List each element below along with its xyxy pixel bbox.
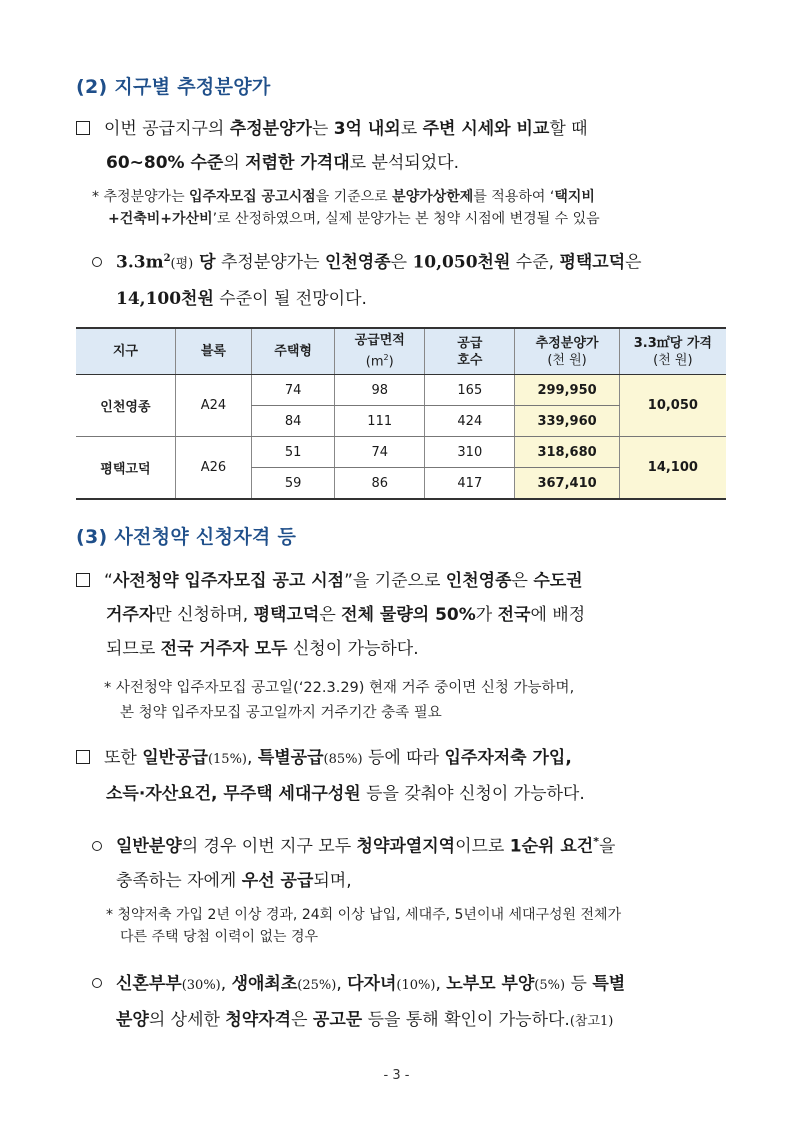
cell-units: 165	[425, 375, 515, 406]
text-bold: 노부모 부양	[446, 974, 535, 994]
text-bold: 다자녀	[347, 974, 397, 994]
text-bold: 공고문	[312, 1010, 363, 1030]
text: 은	[291, 1010, 313, 1030]
text-bold: 분양	[116, 1010, 149, 1030]
cell-type: 84	[252, 406, 335, 437]
note2-line1: * 사전청약 입주자모집 공고일(‘22.3.29) 현재 거주 중이면 신청 가능하며,	[104, 680, 575, 696]
cell-price: 367,410	[515, 468, 619, 500]
square-bullet-icon	[76, 573, 90, 587]
bullet-special-supply	[92, 967, 732, 1039]
circle-bullet-icon	[92, 257, 102, 267]
superscript: 2	[163, 253, 171, 264]
bullet1-line2	[92, 282, 732, 316]
text: 로	[400, 119, 423, 139]
page-number: - 3 -	[383, 1068, 410, 1083]
circle-bullet-icon	[92, 978, 102, 988]
text: 의 경우 이번 지구 모두	[181, 836, 357, 857]
para2-line2	[76, 598, 736, 632]
text-bold: 전국 거주자 모두	[160, 639, 288, 659]
cell-block: A24	[175, 375, 251, 437]
text-bold: 3.3m	[116, 252, 164, 273]
cell-area: 86	[335, 468, 425, 500]
text: (평)	[170, 256, 194, 272]
text: 의	[223, 153, 246, 173]
text: 은	[625, 252, 642, 273]
circle-bullet-icon	[92, 841, 102, 851]
para1-line2	[76, 146, 736, 180]
text-bold: 주변 시세와 비교	[422, 119, 550, 139]
para3-line1	[76, 741, 736, 777]
text-bold: 3억 내외	[333, 119, 401, 139]
text-bold: 특별	[592, 974, 626, 994]
price-table	[76, 327, 726, 500]
note3-line1: * 청약저축 가입 2년 이상 경과, 24회 이상 납입, 세대주, 5년이내 세대구성원 전체가	[106, 907, 622, 923]
reference-note: (참고1)	[569, 1014, 614, 1029]
note1-line1	[92, 186, 732, 208]
text-bold: 신혼부부	[116, 974, 182, 994]
footnote-marker: *	[593, 835, 599, 848]
text-bold: 1순위 요건	[509, 836, 594, 857]
text: “	[104, 571, 113, 591]
square-bullet-icon	[76, 121, 90, 135]
col-header-price: 추정분양가 (천 원)	[515, 328, 619, 375]
col-header-units: 공급 호수	[425, 328, 515, 375]
text-bold: 전체 물량의 50%	[341, 605, 476, 625]
cell-type: 74	[252, 375, 335, 406]
text: 은	[319, 605, 342, 625]
text-bold: 수도권	[533, 571, 583, 591]
text: 로 분석되었다.	[349, 153, 459, 173]
bullet-unit-price	[92, 242, 732, 316]
paragraph-eligibility	[76, 564, 736, 666]
text: 등에 따라	[362, 748, 445, 768]
text-bold: 인천영종	[324, 252, 391, 273]
text-bold: 일반분양	[116, 836, 182, 857]
cell-area: 98	[335, 375, 425, 406]
text: 등	[565, 974, 593, 994]
text: * 추정분양가는	[92, 189, 190, 205]
text-bold: 택지비	[554, 189, 595, 205]
text: (5%)	[534, 978, 566, 993]
text: (25%)	[297, 978, 337, 993]
cell-type: 51	[252, 437, 335, 468]
text-bold: 저렴한 가격대	[245, 153, 350, 173]
cell-block: A26	[175, 437, 251, 500]
text: 은	[390, 252, 413, 273]
text: 등을 통해 확인이 가능하다.	[362, 1010, 570, 1030]
text: 가	[475, 605, 498, 625]
cell-unit-price: 10,050	[619, 375, 726, 437]
para2-line3	[76, 632, 736, 666]
text: 되므로	[106, 639, 161, 659]
bullet3-line2	[92, 1003, 732, 1039]
text: 수준,	[510, 252, 560, 273]
text: ,	[220, 974, 232, 994]
text: ”을 기준으로	[344, 571, 446, 591]
bullet-general-supply	[92, 825, 732, 898]
text: 의 상세한	[148, 1010, 226, 1030]
cell-units: 424	[425, 406, 515, 437]
table-row	[76, 375, 726, 406]
text-bold: 청약과열지역	[356, 836, 456, 857]
cell-area: 74	[335, 437, 425, 468]
text-bold: 입주자모집 공고시점	[189, 189, 316, 205]
text: ,	[247, 748, 258, 768]
text-bold: 거주자	[106, 605, 156, 625]
text-bold: +건축비+가산비	[108, 211, 213, 227]
text: 을	[598, 836, 616, 857]
text: 을 기준으로	[315, 189, 393, 205]
col-header-block: 블록	[175, 328, 251, 375]
table-row	[76, 437, 726, 468]
bullet2-line2	[92, 864, 732, 898]
text-bold: 당	[193, 252, 216, 273]
text: 는	[311, 119, 334, 139]
cell-price: 318,680	[515, 437, 619, 468]
cell-units: 417	[425, 468, 515, 500]
cell-price: 299,950	[515, 375, 619, 406]
text-bold: 인천영종	[445, 571, 512, 591]
footnote-first-priority	[106, 904, 746, 948]
para2-line1	[76, 564, 736, 598]
footnote-estimated-price	[92, 186, 732, 230]
footnote-residence	[104, 676, 744, 726]
text: 수준이 될 전망이다.	[213, 288, 367, 309]
bullet3-line1	[92, 967, 732, 1003]
bullet1-line1	[92, 242, 732, 282]
cell-units: 310	[425, 437, 515, 468]
note1-line2	[92, 208, 732, 230]
cell-type: 59	[252, 468, 335, 500]
col-header-unit-price: 3.3㎡당 가격 (천 원)	[619, 328, 726, 375]
text-bold: 우선 공급	[241, 870, 314, 891]
text: 추정분양가는	[215, 252, 325, 273]
text-bold: 생애최초	[231, 974, 298, 994]
section-heading-2: (2) 지구별 추정분양가	[76, 76, 271, 98]
col-header-district: 지구	[76, 328, 175, 375]
text: (85%)	[323, 752, 363, 767]
bullet2-line1	[92, 825, 732, 864]
text: 신청이 가능하다.	[287, 639, 419, 659]
text: ,	[435, 974, 447, 994]
note3-line2: 다른 주택 당첨 이력이 없는 경우	[120, 929, 319, 945]
text-bold: 평택고덕	[559, 252, 626, 273]
text-bold: 추정분양가	[229, 119, 312, 139]
cell-area: 111	[335, 406, 425, 437]
text-bold: 사전청약 입주자모집 공고 시점	[112, 571, 345, 591]
text: ’로 산정하였으며, 실제 분양가는 본 청약 시점에 변경될 수 있음	[212, 211, 600, 227]
text-bold: 전국	[497, 605, 531, 625]
note2-line2: 본 청약 입주자모집 공고일까지 거주기간 충족 필요	[120, 705, 442, 721]
text-bold: 청약자격	[225, 1010, 292, 1030]
text-bold: 14,100천원	[116, 288, 214, 309]
text-bold: 특별공급	[257, 748, 324, 768]
text: 되며,	[313, 870, 352, 891]
text-bold: 분양가상한제	[392, 189, 474, 205]
text: (15%)	[207, 752, 247, 767]
text: 에 배정	[530, 605, 586, 625]
col-header-area: 공급면적 $(m^2)$	[335, 328, 425, 375]
text: 또한	[104, 748, 143, 768]
text: 만 신청하며,	[155, 605, 254, 625]
square-bullet-icon	[76, 750, 90, 764]
text: (10%)	[396, 978, 436, 993]
paragraph-estimated-price	[76, 112, 736, 180]
text: 이므로	[455, 836, 510, 857]
text: 할 때	[549, 119, 588, 139]
text: 이번 공급지구의	[104, 119, 230, 139]
text: 를 적용하여 ‘	[473, 189, 555, 205]
cell-district: 평택고덕	[76, 437, 175, 500]
text: 충족하는 자에게	[116, 870, 242, 891]
text-bold: 10,050천원	[412, 252, 511, 273]
col-header-type: 주택형	[252, 328, 335, 375]
text: 등을 갖춰야 신청이 가능하다.	[360, 784, 585, 804]
section-heading-3: (3) 사전청약 신청자격 등	[76, 526, 297, 548]
text-bold: 입주자저축 가입,	[444, 748, 572, 768]
para1-line1	[76, 112, 736, 146]
cell-unit-price: 14,100	[619, 437, 726, 500]
text-bold: 평택고덕	[253, 605, 320, 625]
paragraph-requirements	[76, 741, 736, 811]
para3-line2	[76, 777, 736, 811]
table-header-row	[76, 328, 726, 375]
text: 은	[511, 571, 534, 591]
cell-price: 339,960	[515, 406, 619, 437]
text-bold: 일반공급	[142, 748, 208, 768]
text-bold: 60~80% 수준	[106, 153, 224, 173]
cell-district: 인천영종	[76, 375, 175, 437]
text: ,	[336, 974, 348, 994]
text: (30%)	[181, 978, 221, 993]
text-bold: 소득·자산요건, 무주택 세대구성원	[106, 784, 361, 804]
